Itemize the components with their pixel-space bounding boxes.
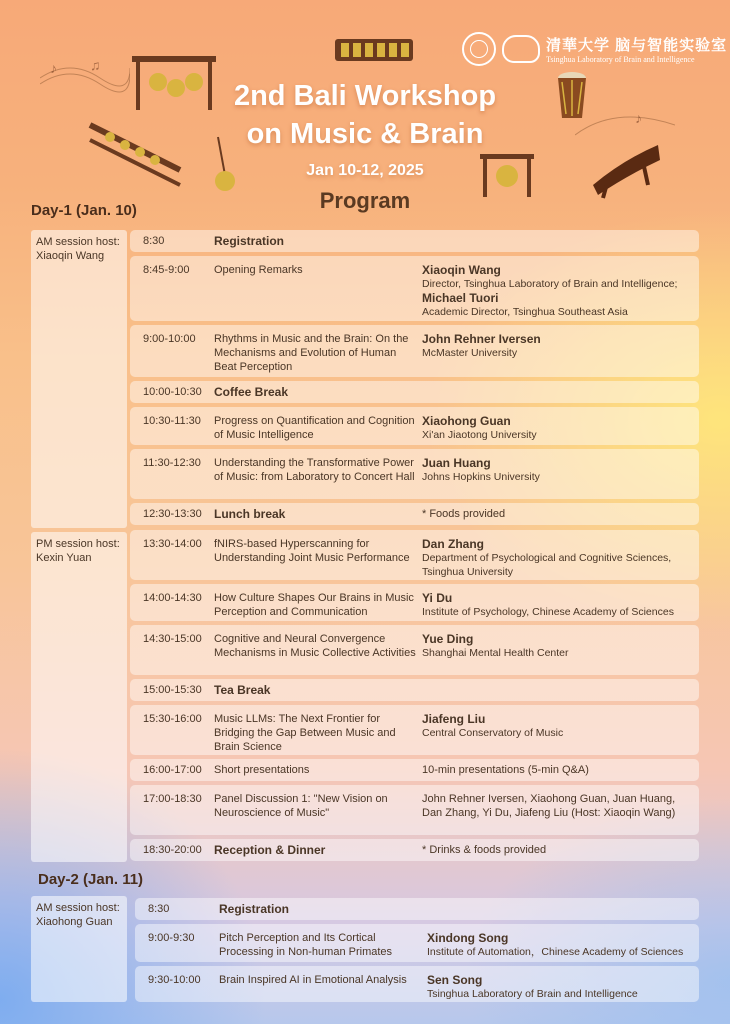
logo-text-zh: 清華大学 脑与智能实验室	[546, 37, 728, 54]
session-time: 9:00-9:30	[148, 932, 195, 944]
schedule-row	[130, 256, 699, 321]
session-title: Pitch Perception and Its Cortical Processing in Non-human Primates	[219, 932, 393, 958]
schedule-row	[130, 381, 699, 403]
session-note: John Rehner Iversen, Xiaohong Guan, Juan Huang, Dan Zhang, Yi Du, Jiafeng Liu (Host: Xiaoqin Wang)	[422, 793, 676, 819]
speaker-block	[427, 973, 717, 1001]
speaker-affiliation: Johns Hopkins University	[422, 471, 540, 483]
speaker-name: Xiaoqin Wang	[422, 263, 501, 277]
speaker-block	[422, 332, 712, 360]
workshop-title-line1: 2nd Bali Workshop	[233, 80, 497, 112]
speaker-affiliation: Academic Director, Tsinghua Southeast Asia	[422, 306, 628, 318]
session-title: Progress on Quantification and Cognition of Music Intelligence	[214, 415, 415, 441]
program-heading: Program	[319, 188, 411, 213]
speaker-name: Sen Song	[427, 973, 483, 987]
day2-heading: Day-2 (Jan. 11)	[38, 871, 144, 888]
session-title: Short presentations	[214, 764, 310, 776]
speaker-affiliation: Central Conservatory of Music	[422, 727, 564, 739]
schedule-row	[130, 449, 699, 499]
session-note: * Drinks & foods provided	[422, 844, 547, 856]
speaker-affiliation: Shanghai Mental Health Center	[422, 647, 569, 659]
session-time: 14:00-14:30	[143, 592, 202, 604]
session-title: Lunch break	[214, 507, 286, 521]
speaker-block	[422, 263, 712, 319]
session-time: 15:00-15:30	[143, 684, 202, 696]
speaker-affiliation: McMaster University	[422, 347, 518, 359]
schedule-row	[130, 625, 699, 675]
session-title: Understanding the Transformative Power of Music: from Laboratory to Concert Hall	[214, 457, 415, 483]
svg-text:♪: ♪	[635, 110, 642, 126]
speaker-affiliation: Institute of Psychology, Chinese Academy of Sciences	[422, 606, 674, 618]
schedule-row	[130, 407, 699, 445]
session-time: 8:30	[143, 235, 165, 247]
speaker-affiliation: Tsinghua Laboratory of Brain and Intelligence	[427, 988, 638, 1000]
lab-logo	[462, 32, 727, 66]
speaker-name: Michael Tuori	[422, 291, 499, 305]
workshop-title-line2: on Music & Brain	[246, 118, 484, 150]
svg-text:♫: ♫	[90, 57, 101, 73]
speaker-block	[422, 456, 712, 484]
schedule-row	[130, 325, 699, 377]
speaker-name: John Rehner Iversen	[422, 332, 541, 346]
session-title: Panel Discussion 1: "New Vision on Neuroscience of Music"	[214, 793, 388, 819]
pm-session-host: PM session host: Kexin Yuan	[31, 532, 127, 862]
session-time: 10:00-10:30	[143, 386, 202, 398]
speaker-block	[422, 591, 712, 619]
session-time: 9:30-10:00	[148, 974, 201, 986]
speaker-affiliation: Director, Tsinghua Laboratory of Brain and Intelligence;	[422, 278, 678, 290]
session-note: 10-min presentations (5-min Q&A)	[422, 764, 589, 776]
speaker-name: Xiaohong Guan	[422, 414, 511, 428]
session-title: Rhythms in Music and the Brain: On the Mechanisms and Evolution of Human Beat Perception	[214, 333, 409, 373]
schedule-row	[130, 759, 699, 781]
speaker-block	[422, 414, 712, 442]
session-title: Coffee Break	[214, 385, 289, 399]
speaker-block	[422, 537, 712, 579]
session-time: 8:45-9:00	[143, 264, 190, 276]
schedule-row	[130, 530, 699, 580]
schedule-row	[135, 966, 699, 1002]
session-time: 9:00-10:00	[143, 333, 196, 345]
session-title: Brain Inspired AI in Emotional Analysis	[219, 974, 407, 986]
schedule-row	[135, 924, 699, 962]
session-title: fNIRS-based Hyperscanning for Understanding Joint Music Performance	[214, 538, 410, 564]
session-title: Registration	[214, 234, 285, 248]
am-session-host: AM session host: Xiaohong Guan	[31, 896, 127, 1002]
logo-text-en: Tsinghua Laboratory of Brain and Intelligence	[546, 55, 695, 64]
session-title: Registration	[219, 902, 290, 916]
schedule-row	[135, 898, 699, 920]
schedule-row	[130, 679, 699, 701]
schedule-row	[130, 839, 699, 861]
session-time: 8:30	[148, 903, 170, 915]
session-time: 10:30-11:30	[143, 415, 201, 427]
am-session-host: AM session host: Xiaoqin Wang	[31, 230, 127, 528]
brain-logo-icon	[502, 35, 540, 63]
speaker-block	[422, 712, 712, 740]
speaker-block	[427, 931, 717, 959]
session-time: 11:30-12:30	[143, 457, 201, 469]
speaker-name: Jiafeng Liu	[422, 712, 486, 726]
speaker-name: Dan Zhang	[422, 537, 484, 551]
day1-heading: Day-1 (Jan. 10)	[31, 202, 137, 219]
speaker-block	[422, 632, 712, 660]
session-time: 12:30-13:30	[143, 508, 202, 520]
schedule-row	[130, 503, 699, 525]
speaker-name: Xindong Song	[427, 931, 509, 945]
speaker-name: Yue Ding	[422, 632, 474, 646]
session-note: * Foods provided	[422, 508, 506, 520]
workshop-dates: Jan 10-12, 2025	[306, 162, 424, 179]
speaker-affiliation: Department of Psychological and Cognitive Sciences, Tsinghua University	[422, 552, 672, 578]
session-title: How Culture Shapes Our Brains in Music Perception and Communication	[214, 592, 414, 618]
session-time: 14:30-15:00	[143, 633, 202, 645]
schedule-row	[130, 785, 699, 835]
session-time: 16:00-17:00	[143, 764, 202, 776]
seal-icon	[462, 32, 496, 66]
session-title: Music LLMs: The Next Frontier for Bridging the Gap Between Music and Brain Science	[214, 713, 396, 753]
gamelan-icon	[333, 35, 415, 69]
session-title: Tea Break	[214, 683, 271, 697]
session-title: Reception & Dinner	[214, 843, 326, 857]
speaker-name: Juan Huang	[422, 456, 491, 470]
speaker-affiliation: Institute of Automation，Chinese Academy of Sciences	[427, 946, 684, 958]
speaker-name: Yi Du	[422, 591, 453, 605]
session-time: 18:30-20:00	[143, 844, 202, 856]
schedule-row	[130, 584, 699, 621]
session-time: 15:30-16:00	[143, 713, 202, 725]
svg-text:♪: ♪	[50, 60, 57, 76]
session-title: Opening Remarks	[214, 264, 303, 276]
session-time: 17:00-18:30	[143, 793, 202, 805]
speaker-affiliation: Xi'an Jiaotong University	[422, 429, 537, 441]
session-time: 13:30-14:00	[143, 538, 202, 550]
schedule-row	[130, 230, 699, 252]
schedule-row	[130, 705, 699, 755]
session-title: Cognitive and Neural Convergence Mechanisms in Music Collective Activities	[214, 633, 416, 659]
